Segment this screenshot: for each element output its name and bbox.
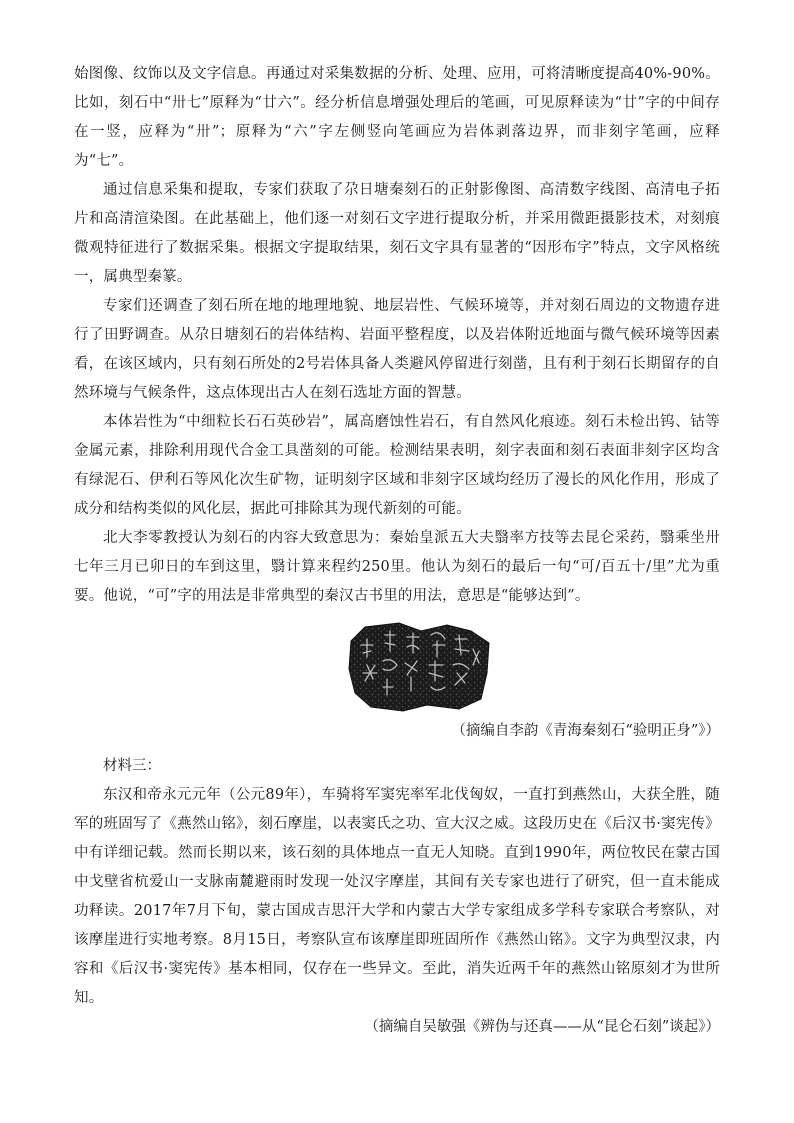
paragraph-yanran-inscription: 东汉和帝永元元年（公元89年），车骑将军窦宪率军北伐匈奴，一直打到燕然山，大获全胜，随军的班固写了《燕然山铭》，刻石摩崖，以表窦氏之功、宣大汉之威。这段历史在《后汉书·窦宪传》中有详细记载。然而长期以来，该石刻的具体地点一直无人知晓。直到1990年，两位牧民在蒙古国中戈壁省杭爱山一支脉南麓避雨时发现一处汉字摩崖，其间有关专家也进行了研究，但一直未能成功释读。2017年7月下旬，蒙古国成吉思汗大学和内蒙古大学专家组成多学科专家联合考察队，对该摩崖进行实地考察。8月15日，考察队宣布该摩崖即班固所作《燕然山铭》。文字为典型汉隶，内容和《后汉书·窦宪传》基本相同，仅存在一些异文。至此，消失近两千年的燕然山铭原刻才为世所知。 — [74, 787, 720, 1006]
source-citation-1: （摘编自李韵《青海秦刻石“验明正身”》） — [451, 723, 720, 739]
material-three-label: 材料三： — [103, 758, 161, 774]
paragraph-rock-property: 本体岩性为“中细粒长石石英砂岩”，属高磨蚀性岩石，有自然风化痕迹。刻石未检出钨、钴等金属元素，排除利用现代合金工具凿刻的可能。检测结果表明，刻字表面和刻石表面非刻字区均含有绿泥石、伊利石等风化次生矿物，证明刻字区域和非刻字区域均经历了漫长的风化作用，形成了成分和结构类似的风化层，据此可排除其为现代新刻的可能。 — [74, 414, 720, 517]
paragraph-li-ling-view: 北大李零教授认为刻石的内容大致意思为：秦始皇派五大夫翳率方技等去昆仑采药，翳乘坐卅七年三月已卯日的车到这里，翳计算来程约250里。他认为刻石的最后一句“可/百五十/里”尤为重要。他说，“可”字的用法是非常典型的秦汉古书里的用法，意思是“能够达到”。 — [74, 530, 720, 604]
paragraph-field-survey: 专家们还调查了刻石所在地的地理地貌、地层岩性、气候环境等，并对刻石周边的文物遗存进行了田野调查。从尕日塘刻石的岩体结构、岩面平整程度，以及岩体附近地面与微气候环境等因素看，在该区域内，只有刻石所处的2号岩体具备人类避风停留进行刻凿，且有利于刻石长期留存的自然环境与气候条件，这点体现出古人在刻石选址方面的智慧。 — [74, 298, 720, 401]
paragraph-continued: 始图像、纹饰以及文字信息。再通过对采集数据的分析、处理、应用，可将清晰度提高40%-90%。比如，刻石中“卅七”原释为“廿六”。经分析信息增强处理后的笔画，可见原释读为“廿”字的中间存在一竖，应释为“卅”；原释为“六”字左侧竖向笔画应为岩体剥落边界，而非刻字笔画，应释为“七”。 — [74, 66, 720, 169]
document-page — [74, 60, 720, 1042]
stone-rubbing-image — [347, 621, 493, 713]
source-citation-2: （摘编自吴敏强《辨伪与还真——从“昆仑石刻”谈起》） — [364, 1019, 720, 1035]
paragraph-info-collection: 通过信息采集和提取，专家们获取了尕日塘秦刻石的正射影像图、高清数字线图、高清电子拓片和高清渲染图。在此基础上，他们逐一对刻石文字进行提取分析，并采用微距摄影技术，对刻痕微观特征进行了数据采集。根据文字提取结果，刻石文字具有显著的“因形布字”特点，文字风格统一，属典型秦篆。 — [74, 182, 720, 285]
